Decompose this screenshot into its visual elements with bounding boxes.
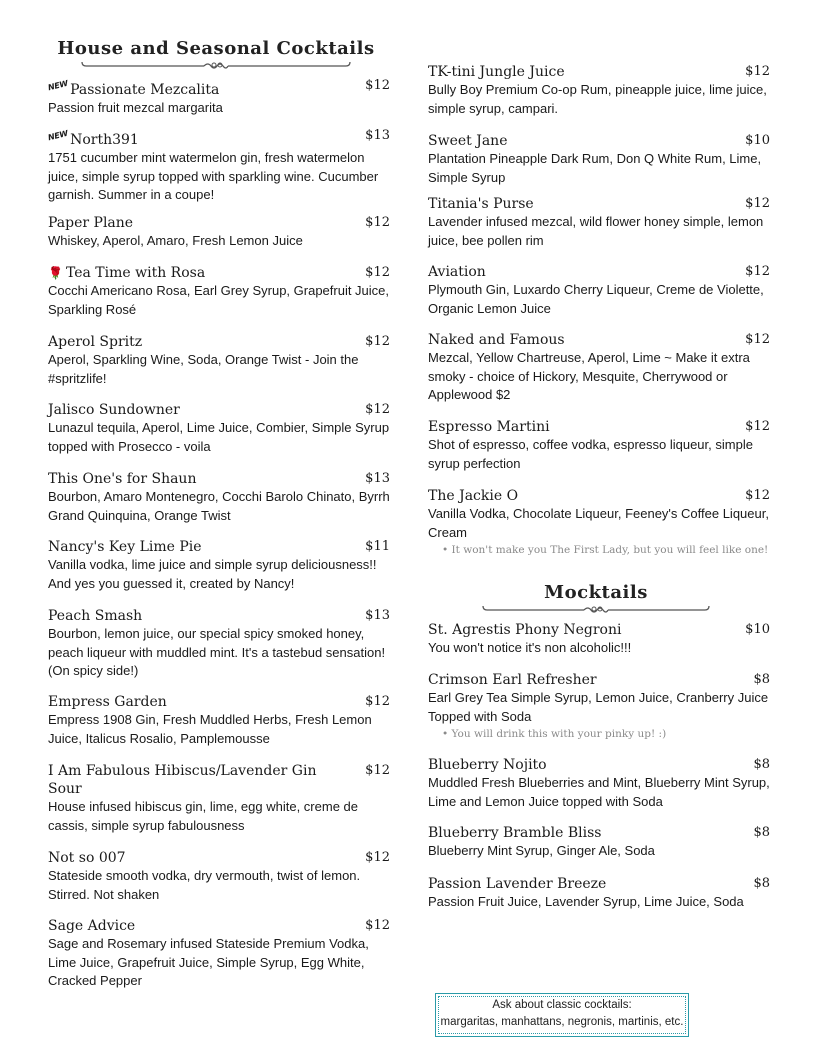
item-price: $13: [365, 608, 390, 623]
item-name: Tea Time with Rosa: [65, 265, 206, 281]
menu-item: [428, 487, 770, 559]
item-price: $12: [365, 850, 390, 865]
item-name: Passionate Mezcalita: [70, 82, 220, 98]
item-price: $8: [753, 757, 770, 772]
item-price: $12: [365, 334, 390, 349]
item-description: Passion fruit mezcal margarita: [48, 100, 223, 115]
menu-item: [428, 418, 770, 473]
item-name: Espresso Martini: [428, 419, 550, 435]
menu-item: [48, 538, 390, 593]
item-price: $12: [745, 332, 770, 347]
item-name: Naked and Famous: [428, 332, 565, 348]
item-description: Stateside smooth vodka, dry vermouth, twist of lemon. Stirred. Not shaken: [48, 868, 361, 902]
menu-item: [48, 470, 390, 525]
item-description: Earl Grey Tea Simple Syrup, Lemon Juice, Cranberry Juice Topped with Soda: [428, 690, 769, 724]
item-price: $12: [745, 488, 770, 503]
item-price: $13: [365, 128, 390, 143]
item-description: Cocchi Americano Rosa, Earl Grey Syrup, Grapefruit Juice, Sparkling Rosé: [48, 283, 390, 317]
item-description: Bourbon, Amaro Montenegro, Cocchi Barolo Chinato, Byrrh Grand Quinquina, Orange Twist: [48, 489, 390, 523]
menu-item: [428, 132, 770, 187]
item-name: Aperol Spritz: [48, 334, 143, 350]
item-name: The Jackie O: [428, 488, 519, 504]
item-description: Aperol, Sparkling Wine, Soda, Orange Twist - Join the #spritzlife!: [48, 352, 359, 386]
rose-icon: 🌹: [48, 266, 63, 280]
item-price: $12: [365, 918, 390, 933]
item-name: Aviation: [428, 264, 486, 280]
menu-item: [48, 333, 390, 388]
item-name: Nancy's Key Lime Pie: [48, 539, 202, 555]
item-description: Bourbon, lemon juice, our special spicy smoked honey, peach liqueur with muddled mint. It's a tastebud sensation! (On spicy side!): [48, 626, 386, 678]
menu-item: [48, 127, 390, 205]
item-price: $12: [365, 78, 390, 93]
menu-item: [48, 77, 390, 118]
item-description: Blueberry Mint Syrup, Ginger Ale, Soda: [428, 843, 655, 858]
item-description: House infused hibiscus gin, lime, egg white, creme de cassis, simple syrup fabulousness: [48, 799, 358, 833]
menu-item: [48, 607, 390, 681]
item-price: $12: [745, 196, 770, 211]
item-name: St. Agrestis Phony Negroni: [428, 622, 622, 638]
item-price: $8: [753, 876, 770, 891]
item-price: $10: [745, 133, 770, 148]
item-description: Muddled Fresh Blueberries and Mint, Blueberry Mint Syrup, Lime and Lemon Juice topped with Soda: [428, 775, 770, 809]
item-name: Peach Smash: [48, 608, 143, 624]
info-line-2: margaritas, manhattans, negronis, martinis, etc.: [440, 1016, 684, 1028]
new-badge-icon: NEW: [47, 128, 69, 143]
item-name: Titania's Purse: [428, 196, 534, 212]
item-name: Sweet Jane: [428, 133, 508, 149]
item-description: You won't notice it's non alcoholic!!!: [428, 640, 632, 655]
item-name: Not so 007: [48, 850, 126, 866]
item-price: $12: [365, 215, 390, 230]
item-price: $12: [365, 265, 390, 280]
item-name: Passion Lavender Breeze: [428, 876, 607, 892]
menu-item: [48, 762, 390, 835]
item-description: Sage and Rosemary infused Stateside Premium Vodka, Lime Juice, Grapefruit Juice, Simple Syrup, Egg White, Cracked Pepper: [48, 936, 369, 988]
menu-item: [428, 756, 770, 811]
new-badge-icon: NEW: [47, 78, 69, 93]
item-name: Crimson Earl Refresher: [428, 672, 597, 688]
item-description: 1751 cucumber mint watermelon gin, fresh watermelon juice, simple syrup topped with sparkling wine. Cucumber garnish. Summer in a coupe!: [48, 150, 379, 202]
menu-item: [428, 824, 770, 861]
item-price: $8: [753, 672, 770, 687]
house-section-header: [48, 38, 384, 72]
info-line-1: Ask about classic cocktails:: [492, 999, 632, 1011]
item-name: This One's for Shaun: [48, 471, 197, 487]
item-price: $12: [365, 694, 390, 709]
item-description: Whiskey, Aperol, Amaro, Fresh Lemon Juice: [48, 233, 303, 248]
item-name: Paper Plane: [48, 215, 134, 231]
item-name: Sage Advice: [48, 918, 136, 934]
menu-item: [428, 63, 770, 118]
menu-item: [428, 671, 770, 743]
item-description: Passion Fruit Juice, Lavender Syrup, Lime Juice, Soda: [428, 894, 744, 909]
item-description: Lunazul tequila, Aperol, Lime Juice, Combier, Simple Syrup topped with Prosecco - voila: [48, 420, 390, 454]
menu-item: [48, 693, 390, 748]
menu-item: [428, 621, 770, 658]
menu-item: [428, 875, 770, 912]
menu-item: [48, 214, 390, 251]
item-name: Blueberry Nojito: [428, 757, 547, 773]
item-description: Vanilla Vodka, Chocolate Liqueur, Feeney's Coffee Liqueur, Cream: [428, 506, 769, 540]
menu-item: [428, 263, 770, 318]
item-description: Mezcal, Yellow Chartreuse, Aperol, Lime ~ Make it extra smoky - choice of Hickory, Mesquite, Cherrywood or Applewood $2: [428, 350, 750, 402]
menu-item: [48, 849, 390, 904]
item-price: $12: [745, 419, 770, 434]
item-description: Empress 1908 Gin, Fresh Muddled Herbs, Fresh Lemon Juice, Italicus Rosalio, Pamplemousse: [48, 712, 372, 746]
item-note: • It won't make you The First Lady, but you will feel like one!: [442, 544, 769, 556]
item-description: Plantation Pineapple Dark Rum, Don Q White Rum, Lime, Simple Syrup: [428, 151, 762, 185]
item-name: TK-tini Jungle Juice: [428, 64, 565, 80]
item-name: I Am Fabulous Hibiscus/Lavender Gin Sour: [48, 763, 317, 797]
item-price: $12: [365, 402, 390, 417]
item-price: $12: [745, 64, 770, 79]
menu-item: [428, 195, 770, 250]
item-name: Jalisco Sundowner: [48, 402, 180, 418]
menu-item: [48, 264, 390, 319]
classic-cocktails-box: [435, 993, 689, 1037]
menu-item: [48, 917, 390, 991]
menu-item: [428, 331, 770, 405]
item-note: • You will drink this with your pinky up! :): [442, 728, 667, 740]
mocktails-section-header: [398, 582, 794, 616]
item-price: $12: [745, 264, 770, 279]
item-name: Blueberry Bramble Bliss: [428, 825, 602, 841]
item-name: Empress Garden: [48, 694, 167, 710]
menu-item: [48, 401, 390, 456]
item-name: North391: [70, 132, 139, 148]
item-price: $10: [745, 622, 770, 637]
flourish-divider-icon: [80, 60, 352, 72]
section-title-mocktails: Mocktails: [544, 582, 648, 603]
flourish-divider-icon: [481, 604, 711, 616]
item-description: Shot of espresso, coffee vodka, espresso liqueur, simple syrup perfection: [428, 437, 753, 471]
section-title-house: House and Seasonal Cocktails: [57, 38, 375, 59]
item-description: Lavender infused mezcal, wild flower honey simple, lemon juice, bee pollen rim: [428, 214, 764, 248]
item-price: $13: [365, 471, 390, 486]
item-description: Plymouth Gin, Luxardo Cherry Liqueur, Creme de Violette, Organic Lemon Juice: [428, 282, 764, 316]
item-price: $12: [365, 763, 390, 778]
item-description: Bully Boy Premium Co-op Rum, pineapple juice, lime juice, simple syrup, campari.: [428, 82, 767, 116]
item-description: Vanilla vodka, lime juice and simple syrup deliciousness!! And yes you guessed it, created by Nancy!: [48, 557, 377, 591]
item-price: $8: [753, 825, 770, 840]
item-price: $11: [365, 539, 390, 554]
